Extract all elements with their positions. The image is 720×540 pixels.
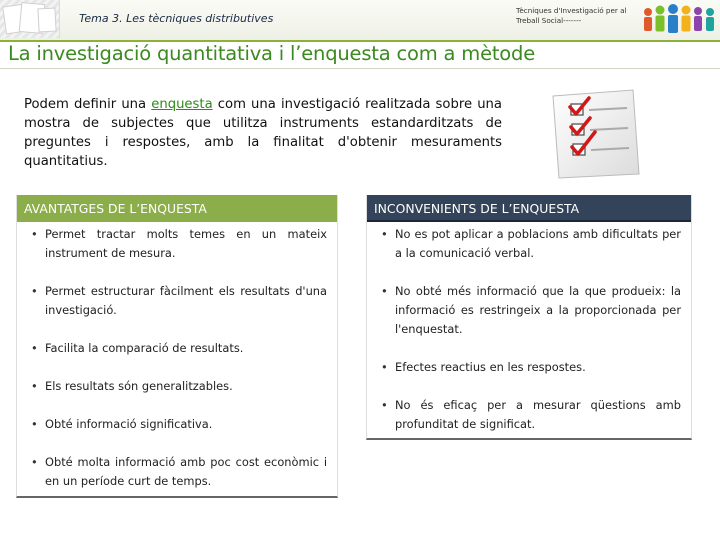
list-item: • Obté molta informació amb poc cost econòmic i en un període curt de temps. <box>27 453 327 491</box>
list-item: • Efectes reactius en les respostes. <box>377 358 681 377</box>
documents-image <box>0 0 60 38</box>
list-item: • No és eficaç per a mesurar qüestions amb profunditat de significat. <box>377 396 681 434</box>
list-item: • Facilita la comparació de resultats. <box>27 339 327 358</box>
list-item: • Obté informació significativa. <box>27 415 327 434</box>
list-item: • Permet estructurar fàcilment els resultats d'una investigació. <box>27 282 327 320</box>
title-divider <box>0 68 720 69</box>
disadvantages-table <box>366 195 692 440</box>
highlight-term: enquesta <box>151 97 213 112</box>
list-item: • Permet tractar molts temes en un mateix instrument de mesura. <box>27 225 327 263</box>
intro-paragraph: Podem definir una enquesta com una investigació realitzada sobre una mostra de subjectes que utilitza instruments estandarditzats de preguntes i respostes, amb la finalitat d'obtenir mesuraments quantitatius. <box>24 97 502 169</box>
slide-title: La investigació quantitativa i l’enquesta com a mètode <box>8 42 536 65</box>
people-group-icon <box>640 2 718 36</box>
advantages-table <box>16 195 338 498</box>
advantages-heading: AVANTATGES DE L’ENQUESTA <box>17 195 337 222</box>
checklist-icon <box>545 86 645 180</box>
disadvantages-heading: INCONVENIENTS DE L’ENQUESTA <box>367 195 691 222</box>
list-item: • No obté més informació que la que produeix: la informació es restringeix a la proporcionada per l'enquestat. <box>377 282 681 339</box>
header-topic-title: Tema 3. Les tècniques distributives <box>79 12 274 25</box>
header-band <box>0 0 720 40</box>
list-item: • No es pot aplicar a poblacions amb dificultats per a la comunicació verbal. <box>377 225 681 263</box>
list-item: • Els resultats són generalitzables. <box>27 377 327 396</box>
header-course-title: Tècniques d'Investigació per al Treball Social------- <box>516 6 627 25</box>
